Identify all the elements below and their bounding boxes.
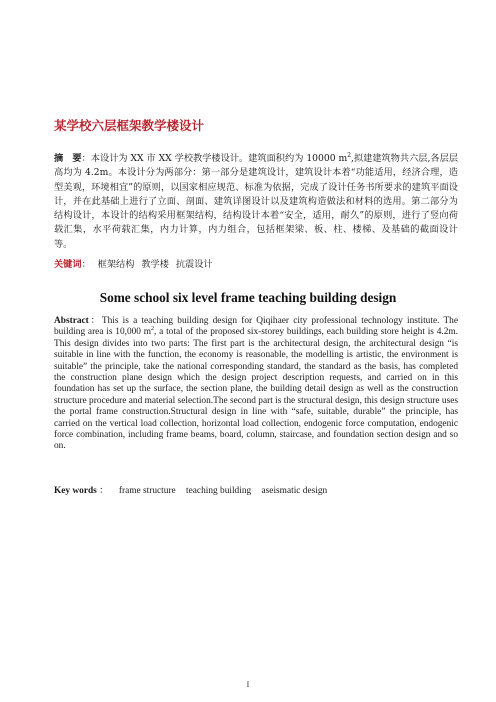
chinese-keywords-colon: ： — [81, 259, 91, 270]
english-abstract-label: Abstract — [54, 316, 89, 326]
chinese-abstract-text-part2: ,拟建建筑物共六层,各层层高均为 4.2m。本设计分为两部分：第一部分是建筑设计，建筑设计本着“功能适用，经济合理，造型美观，环境相宜”的原则，以国家相应规范、标准为依据，完成了设计任务书所要求的建筑平面设计，并在此基础上进行了立面、剖面、建筑详图设计以及建筑构造做法和材料的选用。第二部分为结构设计，本设计的结构采用框架结构，结构设计本着“安全，适用，耐久”的原则，进行了竖向荷载汇集，水平荷载汇集，内力计算，内力组合，包括框架梁、板、柱、楼梯、及基础的截面设计等。 — [54, 153, 459, 250]
english-keywords-colon: ： — [99, 486, 109, 496]
english-keyword: aseismatic design — [261, 486, 328, 496]
chinese-abstract — [54, 152, 458, 252]
english-abstract-text-part2: , a total of the proposed six-storey buildings, each building store height is 4.2m. This design divides into two parts: The first part is the architectural design, the architectural design “is suitable in line with the function, the economy is reasonable, the modelling is artistic, the environment is suitable” the principle, take the national corresponding standard, the standard as the basis, has completed the construction plane design which the design project description requests, and carried on in this foundation has set up the surface, the section plane, the building detail design as well as the construction structure procedure and material selection.The second part is the structural design, this design structure uses the portal frame construction.Structural design in line with “safe, suitable, durable” the principle, has carried on the vertical load collection, horizontal load collection, endogenic force computation, endogenic force combination, including frame beams, board, column, staircase, and foundation section design and so on. — [54, 327, 458, 452]
english-keywords — [54, 482, 327, 496]
english-keyword: frame structure — [118, 486, 176, 496]
english-title: Some school six level frame teaching building design — [99, 290, 397, 305]
chinese-keywords — [54, 256, 458, 270]
chinese-keyword: 教学楼 — [141, 259, 169, 270]
chinese-abstract-label: 摘 要 — [54, 153, 82, 164]
chinese-keyword: 框架结构 — [97, 259, 135, 270]
chinese-keyword: 抗震设计 — [175, 259, 213, 270]
english-keyword: teaching building — [186, 486, 252, 496]
area-unit-superscript: 2 — [151, 326, 155, 333]
english-abstract-colon: ： — [88, 316, 102, 326]
page-number: I — [246, 680, 250, 689]
english-abstract-text-part1: This is a teaching building design for Qiqihaer city professional technology institute. The building area is 10,000 m — [54, 316, 458, 338]
chinese-keywords-label: 关键词 — [54, 259, 82, 270]
area-unit-superscript: 2 — [347, 151, 352, 159]
english-abstract — [54, 316, 458, 453]
chinese-title: 某学校六层框架教学楼设计 — [54, 118, 205, 133]
english-keywords-label: Key words — [54, 486, 97, 496]
chinese-abstract-text-part1: 本设计为 XX 市 XX 学校教学楼设计。建筑面积约为 10000 m — [90, 153, 348, 164]
chinese-abstract-colon: ： — [81, 153, 91, 164]
